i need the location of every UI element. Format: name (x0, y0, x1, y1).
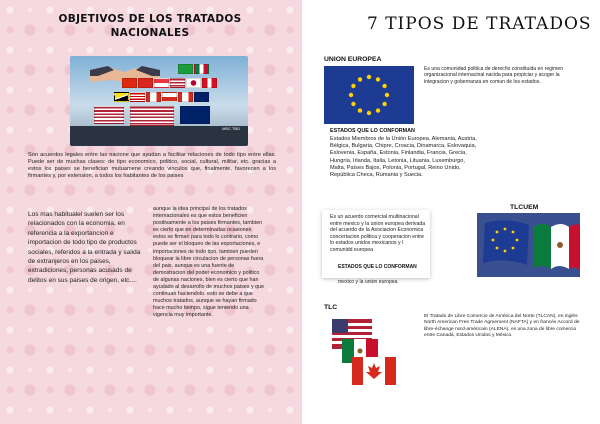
eu-star (382, 84, 386, 88)
right-page (302, 0, 600, 424)
tlc-description: El Tratado de Libre Comercio de América del Norte (TLCAN), en inglés North American Free Trade Agreement (NAFTA) y en francés Accord de libre-échange nord-américain (ALENA), es una zona de libre comercio entre Canadá, Estados Unidos y México. (424, 314, 580, 339)
left-title: OBJETIVOS DE LOS TRATADOS NACIONALES (58, 13, 242, 39)
ue-label: UNION EUROPEA (324, 56, 382, 63)
eu-star (367, 75, 371, 79)
hero-image-trade-flags (70, 56, 248, 146)
eu-star (385, 93, 389, 97)
flag-japan (186, 78, 201, 88)
right-title: 7 TIPOS DE TRATADOS (367, 14, 592, 34)
tlc-label: TLC (324, 304, 338, 311)
flag-australia (180, 106, 210, 124)
eu-star (349, 93, 353, 97)
eu-star (358, 77, 362, 81)
flag-brazil (178, 64, 193, 74)
tlcuem-description: Es un acuerdo comercial multinacional entre mexico y la union europea derivada del acuerdo de la Asociacion Economica concertacion politica y cooperacion entre lo estados unidos mexicanos y l comunidd europea (330, 214, 426, 253)
tlcuem-members-heading: ESTADOS QUE LO CONFORMAN (338, 264, 417, 270)
intro-paragraph: Son acuerdos legales entre las nacione que ayudan a facilitar relaciones de todo tipo entre ellas. Puede ser de muchas clases: de tipo economico, politico, social, cultural, militar, etc. gracias a estos los paises se benefician mutuamene creando vinculos que, finalmente, favorecen a los firmantes y, por extension, a todos los habitantes de los paises (28, 152, 276, 180)
flag-singapore (154, 78, 169, 88)
eu-star (382, 102, 386, 106)
eu-star (376, 77, 380, 81)
ue-description: Es una comunidad politica de derecho constituida en regimen organizacional internacinal nacida para propiciar y acoger la integracion y gobernanza en comun de los estados. (424, 66, 564, 85)
eu-flag-image (324, 66, 414, 124)
flag-malaysia (130, 92, 145, 102)
tlcuem-members: mexico y la union europea (338, 279, 398, 285)
mexico-eu-flags-image (477, 213, 580, 277)
flag-usa-large (94, 106, 124, 124)
nafta-flags-image (330, 315, 398, 387)
ship-label: MSC TBD (222, 126, 240, 131)
eu-star (351, 102, 355, 106)
tlcuem-label: TLCUEM (510, 204, 539, 211)
flag-brunei (114, 92, 129, 102)
nafta-flags-icon (330, 315, 398, 387)
eu-star (351, 84, 355, 88)
flag-mexico (194, 64, 209, 74)
flag-china (122, 78, 137, 88)
eu-stars-icon (324, 66, 414, 124)
eu-star (358, 108, 362, 112)
flag-peru (202, 78, 217, 88)
flag-canada (146, 92, 161, 102)
eu-star (376, 108, 380, 112)
column-a-paragraph: Los mas habitualel suelen ser los relacionados con la economia, en referencia a la exportancion e importacion de todo tipo de productos sociales, referidos a la entrada y salida de extranjeros en los paises, extradiciones, personas acusads de delitos en sus paises de origen, etc.... (28, 211, 141, 284)
column-b-paragraph: aunque la idea principal de los tratados internacionales es que estos beneficien positivamente a los paises firmantes, tambien es cierto que en determinadas ocasiones estos se firman para todo lo contrario, como puede ser el bloqueo de las exportaciones, e importaciones de todo tipo. tambien pueden bloquear la libre circulacion de personas fuera del pais. aunque es una fuente de demostracion del poder economico y politico de algunas naciones, bien es cierto que han ayudado al desarrollo de muchos paises y que continuan haciendolo. esto se debe a que muchos tratados, aunque se hayan firmado hace mucho tiempo, sigue teniendo una vigencia muy importante. (153, 206, 265, 319)
flag-vietnam (138, 78, 153, 88)
flag-chile (162, 92, 177, 102)
flag-usa (170, 78, 185, 88)
mexico-eu-flags-icon (477, 213, 580, 277)
eu-star (367, 111, 371, 115)
ue-members-list: Estados Miembros de la Unión Europea. Alemania, Austria, Bélgica, Bulgaria, Chipre, Croacia, Dinamarca, Eslovaquia, Eslovenia, España, Estonia, Finlandia, Francia, Grecia, Hungría, Irlanda, Italia, Letonia, Lituania, Luxemburgo, Malta, Países Bajos, Polonia, Portugal, Reino Unido, República Checa, Rumania y Suecia. (330, 136, 477, 179)
ue-members-heading: ESTADOS QUE LO CONFORMAN (330, 128, 415, 134)
flag-uk (194, 92, 209, 102)
flag-canada-2 (178, 92, 193, 102)
flag-usa-large-2 (130, 106, 174, 126)
